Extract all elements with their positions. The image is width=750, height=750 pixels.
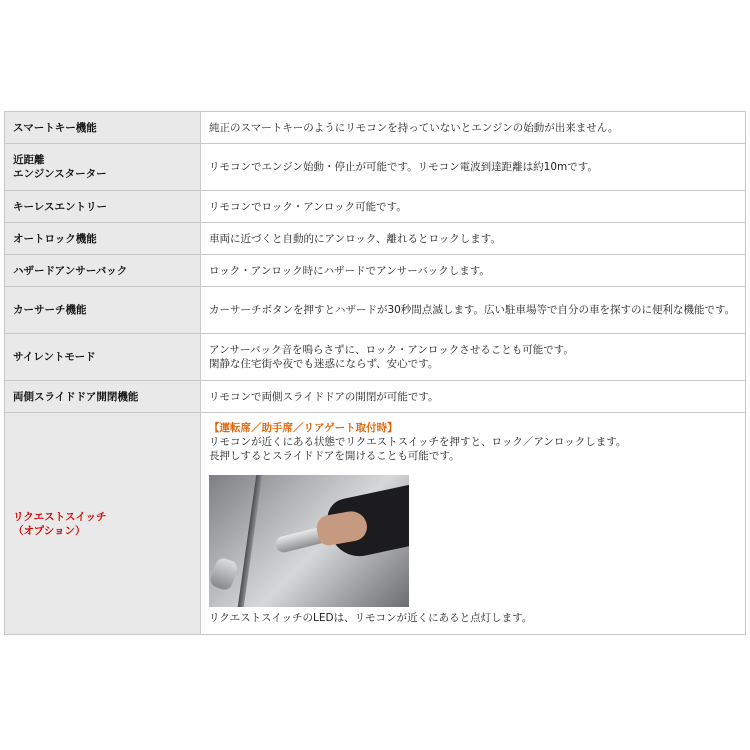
table-row (5, 144, 746, 191)
value-line: リモコンでエンジン始動・停止が可能です。リモコン電波到達距離は約10mです。 (209, 161, 598, 173)
table-row (5, 112, 746, 144)
photo-caption: リクエストスイッチのLEDは、リモコンが近くにあると点灯します。 (209, 612, 533, 624)
value-line: 閑静な住宅街や夜でも迷惑にならず、安心です。 (209, 358, 439, 370)
value-line: アンサーバック音を鳴らさずに、ロック・アンロックさせることも可能です。 (209, 344, 574, 356)
value-line: カーサーチボタンを押すとハザードが30秒間点滅します。広い駐車場等で自分の車を探すのに便利な機能です。 (209, 304, 736, 316)
row-value-request-switch (201, 413, 746, 635)
row-value (201, 191, 746, 223)
row-value (201, 112, 746, 144)
spec-table-body (5, 112, 746, 635)
value-line: 純正のスマートキーのようにリモコンを持っていないとエンジンの始動が出来ません。 (209, 121, 619, 134)
spec-table (4, 111, 746, 635)
row-label (5, 191, 201, 223)
row-value (201, 381, 746, 413)
rear-door-handle (209, 556, 239, 592)
table-row (5, 191, 746, 223)
table-row (5, 223, 746, 255)
label-line: カーサーチ機能 (13, 304, 87, 316)
row-label (5, 223, 201, 255)
row-value (201, 255, 746, 287)
door-handle-photo (209, 475, 409, 607)
row-label (5, 112, 201, 144)
row-value (201, 287, 746, 334)
value-line: リモコンが近くにある状態でリクエストスイッチを押すと、ロック／アンロックします。 (209, 436, 627, 448)
label-line: サイレントモード (13, 351, 96, 363)
value-line: リモコンでロック・アンロック可能です。 (209, 200, 407, 213)
value-line: 長押しするとスライドドアを開けることも可能です。 (209, 450, 460, 462)
value-line: ロック・アンロック時にハザードでアンサーバックします。 (209, 264, 490, 277)
row-value (201, 223, 746, 255)
label-line: （オプション） (13, 524, 86, 537)
value-line: リモコンで両側スライドドアの開閉が可能です。 (209, 390, 439, 403)
value-line: 車両に近づくと自動的にアンロック、離れるとロックします。 (209, 232, 501, 245)
row-label (5, 287, 201, 334)
row-label (5, 381, 201, 413)
label-line: オートロック機能 (13, 232, 97, 245)
label-line: 両側スライドドア開閉機能 (13, 390, 139, 403)
row-label (5, 334, 201, 381)
table-row (5, 381, 746, 413)
label-line: ハザードアンサーバック (13, 264, 128, 277)
label-line: エンジンスターター (13, 168, 107, 180)
row-label (5, 255, 201, 287)
table-row (5, 287, 746, 334)
table-row (5, 413, 746, 635)
table-row (5, 334, 746, 381)
label-line: スマートキー機能 (13, 121, 97, 134)
row-label (5, 144, 201, 191)
request-switch-heading: 【運転席／助手席／リアゲート取付時】 (209, 422, 398, 434)
door-seam (238, 475, 263, 607)
table-row (5, 255, 746, 287)
row-value (201, 334, 746, 381)
label-line: リクエストスイッチ (13, 510, 107, 523)
label-line: 近距離 (13, 154, 45, 166)
row-value (201, 144, 746, 191)
label-line: キーレスエントリー (13, 200, 107, 213)
row-label-request-switch (5, 413, 201, 635)
